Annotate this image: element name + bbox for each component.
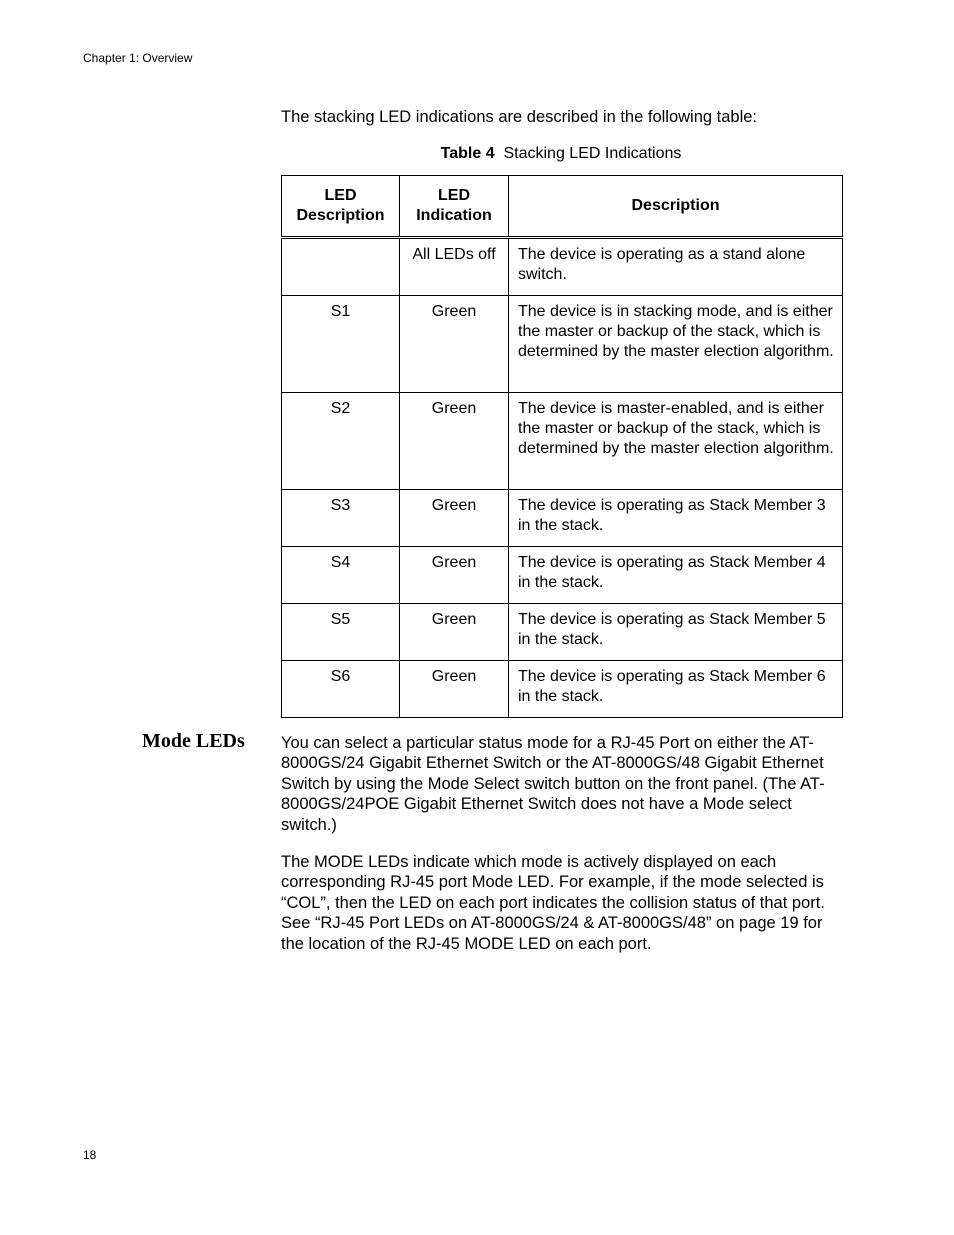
table-header-row — [282, 176, 843, 238]
cell-indication: Green — [400, 393, 509, 490]
table-row — [282, 296, 843, 393]
running-head: Chapter 1: Overview — [83, 51, 193, 65]
cell-indication: Green — [400, 661, 509, 718]
cell-indication: Green — [400, 604, 509, 661]
cell-led: S2 — [282, 393, 400, 490]
cell-indication: All LEDs off — [400, 238, 509, 296]
table-row — [282, 238, 843, 296]
cell-led — [282, 238, 400, 296]
cell-led: S5 — [282, 604, 400, 661]
cell-led: S6 — [282, 661, 400, 718]
table-row — [282, 547, 843, 604]
body-paragraph: You can select a particular status mode for a RJ-45 Port on either the AT-8000GS/24 Gigabit Ethernet Switch or the AT-8000GS/48 Gigabit Ethernet Switch by using the Mode Select switch button on the front panel. (The AT-8000GS/24POE Gigabit Ethernet Switch does not have a Mode select switch.) — [281, 734, 825, 834]
table-row — [282, 604, 843, 661]
cell-indication: Green — [400, 547, 509, 604]
table-row — [282, 490, 843, 547]
table-caption-title: Stacking LED Indications — [503, 145, 682, 162]
cell-description: The device is operating as Stack Member 3 in the stack. — [509, 490, 843, 547]
intro-text: The stacking LED indications are described in the following table: — [281, 108, 758, 126]
cell-description: The device is operating as Stack Member 6 in the stack. — [509, 661, 843, 718]
page-number: 18 — [83, 1148, 97, 1162]
table-row — [282, 393, 843, 490]
table-caption-label: Table 4 — [440, 145, 495, 162]
stacking-led-table — [281, 175, 843, 718]
cell-led: S3 — [282, 490, 400, 547]
section-heading: Mode LEDs — [142, 730, 245, 752]
cell-description: The device is operating as Stack Member 4 in the stack. — [509, 547, 843, 604]
header-description: Description — [509, 176, 843, 238]
body-paragraph: The MODE LEDs indicate which mode is actively displayed on each corresponding RJ-45 port Mode LED. For example, if the mode selected is “COL”, then the LED on each port indicates the collision status of that port. See “RJ-45 Port LEDs on AT-8000GS/24 & AT-8000GS/48” on page 19 for the location of the RJ-45 MODE LED on each port. — [281, 853, 825, 953]
cell-indication: Green — [400, 296, 509, 393]
cell-description: The device is master-enabled, and is either the master or backup of the stack, which is determined by the master election algorithm. — [509, 393, 843, 490]
cell-indication: Green — [400, 490, 509, 547]
cell-led: S4 — [282, 547, 400, 604]
table-row — [282, 661, 843, 718]
cell-description: The device is in stacking mode, and is either the master or backup of the stack, which is determined by the master election algorithm. — [509, 296, 843, 393]
header-led-indication: LED Indication — [400, 176, 509, 238]
cell-led: S1 — [282, 296, 400, 393]
cell-description: The device is operating as a stand alone switch. — [509, 238, 843, 296]
header-led-description: LED Description — [282, 176, 400, 238]
cell-description: The device is operating as Stack Member 5 in the stack. — [509, 604, 843, 661]
table-caption — [281, 145, 841, 163]
